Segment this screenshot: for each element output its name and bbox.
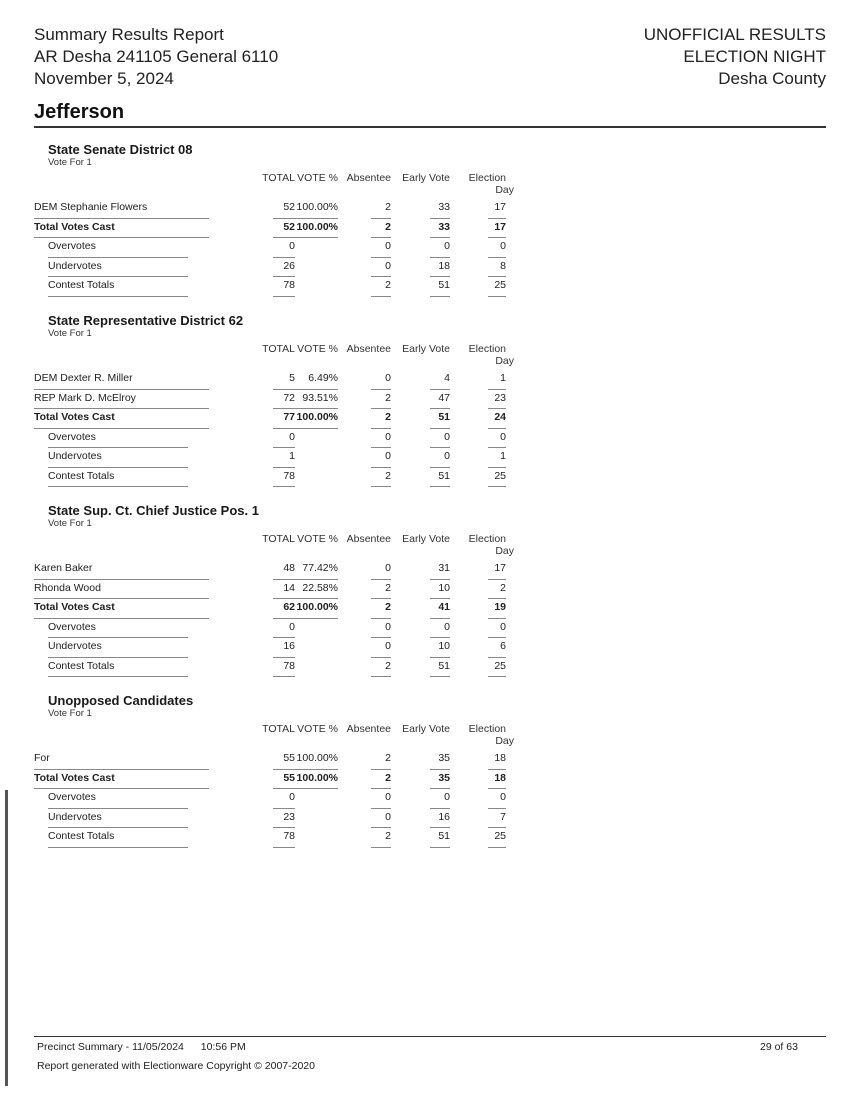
- cell-underline: [371, 486, 391, 487]
- cell-early: 0: [444, 620, 450, 633]
- cell-early: 10: [438, 581, 450, 594]
- candidate-row: [34, 560, 508, 580]
- report-header-right: [644, 24, 826, 90]
- cell-eday: 24: [494, 411, 506, 423]
- cell-early: 18: [438, 259, 450, 272]
- cell-absentee: 0: [385, 259, 391, 272]
- total-votes-row: [34, 219, 508, 239]
- summary-row: [34, 238, 508, 258]
- contest-section: [34, 313, 524, 490]
- cell-early: 41: [438, 601, 450, 613]
- page-number: 29 of 63: [760, 1041, 798, 1053]
- cell-absentee: 2: [385, 469, 391, 482]
- cell-total: 78: [283, 469, 295, 482]
- row-label: Contest Totals: [48, 830, 115, 842]
- col-header-total: TOTAL: [262, 172, 295, 184]
- col-header-pct: VOTE %: [297, 343, 338, 355]
- row-label: Total Votes Cast: [34, 771, 115, 784]
- cell-absentee: 0: [385, 240, 391, 252]
- cell-total: 0: [289, 430, 295, 443]
- total-votes-row: [34, 409, 508, 429]
- row-label-underline: [48, 296, 188, 297]
- row-label: DEM Dexter R. Miller: [34, 372, 133, 384]
- cell-early: 16: [438, 810, 450, 823]
- cell-underline: [488, 486, 506, 487]
- cell-total: 16: [283, 640, 295, 652]
- col-header-total: TOTAL: [262, 723, 295, 735]
- cell-pct: 93.51%: [302, 391, 338, 404]
- col-header-election-day-line1: Election: [468, 343, 506, 355]
- row-label: Overvotes: [48, 791, 96, 803]
- col-header-election-day-line1: Election: [468, 723, 506, 735]
- cell-early: 33: [438, 201, 450, 213]
- cell-absentee: 2: [385, 771, 391, 784]
- cell-pct: 100.00%: [296, 411, 338, 423]
- cell-early: 51: [438, 830, 450, 842]
- cell-total: 5: [289, 372, 295, 384]
- election-name: AR Desha 241105 General 6110: [34, 47, 279, 66]
- col-header-election-day: [454, 723, 514, 747]
- contest-vote-for: Vote For 1: [48, 518, 92, 529]
- cell-total: 52: [283, 201, 295, 213]
- cell-eday: 7: [500, 810, 506, 823]
- cell-eday: 17: [494, 562, 506, 574]
- row-label-underline: [48, 486, 188, 487]
- cell-early: 4: [444, 372, 450, 384]
- col-header-early: Early Vote: [402, 343, 450, 355]
- report-header-left: [34, 24, 278, 90]
- candidate-row: [34, 580, 508, 600]
- cell-pct: 100.00%: [296, 601, 338, 613]
- row-label: Undervotes: [48, 640, 102, 652]
- summary-row: [34, 448, 508, 468]
- cell-eday: 25: [494, 469, 506, 482]
- contest-vote-for: Vote For 1: [48, 328, 92, 339]
- cell-early: 35: [438, 771, 450, 784]
- col-header-early: Early Vote: [402, 172, 450, 184]
- cell-absentee: 2: [385, 201, 391, 213]
- cell-total: 26: [283, 259, 295, 272]
- cell-eday: 25: [494, 659, 506, 672]
- row-label: Contest Totals: [48, 659, 115, 672]
- contest-section: [34, 142, 524, 300]
- col-header-total: TOTAL: [262, 343, 295, 355]
- contest-section: [34, 503, 524, 680]
- results-status: UNOFFICIAL RESULTS: [643, 25, 826, 44]
- cell-absentee: 0: [385, 791, 391, 803]
- col-header-election-day-line2: Day: [495, 355, 514, 367]
- cell-total: 55: [283, 771, 295, 784]
- cell-absentee: 2: [385, 830, 391, 842]
- col-header-pct: VOTE %: [297, 723, 338, 735]
- summary-row: [34, 828, 508, 848]
- summary-row: [34, 658, 508, 678]
- cell-early: 51: [438, 469, 450, 482]
- cell-absentee: 0: [385, 640, 391, 652]
- cell-underline: [273, 486, 295, 487]
- contest-title: State Senate District 08: [48, 142, 193, 157]
- candidate-row: [34, 750, 508, 770]
- cell-underline: [430, 296, 450, 297]
- col-header-election-day-line2: Day: [495, 735, 514, 747]
- cell-underline: [273, 296, 295, 297]
- cell-underline: [371, 847, 391, 848]
- cell-pct: 6.49%: [308, 372, 338, 384]
- cell-early: 33: [438, 220, 450, 233]
- cell-total: 23: [283, 810, 295, 823]
- summary-row: [34, 789, 508, 809]
- cell-pct: 22.58%: [302, 581, 338, 594]
- cell-underline: [430, 486, 450, 487]
- candidate-row: [34, 199, 508, 219]
- row-label: Undervotes: [48, 259, 102, 272]
- cell-eday: 18: [494, 752, 506, 764]
- summary-row: [34, 619, 508, 639]
- row-label: Rhonda Wood: [34, 581, 101, 594]
- footer-summary-date: Precinct Summary - 11/05/2024: [37, 1041, 184, 1053]
- row-label: Overvotes: [48, 240, 96, 252]
- row-label: Contest Totals: [48, 469, 115, 482]
- cell-underline: [273, 847, 295, 848]
- cell-eday: 1: [500, 450, 506, 462]
- row-label-underline: [48, 847, 188, 848]
- cell-eday: 0: [500, 620, 506, 633]
- summary-row: [34, 429, 508, 449]
- row-label: Karen Baker: [34, 562, 93, 574]
- county-name: Desha County: [718, 69, 826, 88]
- contest-vote-for: Vote For 1: [48, 157, 92, 168]
- cell-absentee: 2: [385, 279, 391, 291]
- footer-divider: [34, 1036, 826, 1037]
- candidate-row: [34, 370, 508, 390]
- cell-absentee: 0: [385, 810, 391, 823]
- cell-underline: [430, 676, 450, 677]
- cell-total: 52: [283, 220, 295, 233]
- cell-early: 0: [444, 430, 450, 443]
- col-header-early: Early Vote: [402, 723, 450, 735]
- cell-total: 77: [283, 411, 295, 423]
- cell-total: 0: [289, 620, 295, 633]
- summary-row: [34, 638, 508, 658]
- cell-total: 72: [283, 391, 295, 404]
- col-header-absentee: Absentee: [346, 172, 391, 184]
- row-label-underline: [48, 676, 188, 677]
- contest-title: Unopposed Candidates: [48, 693, 194, 708]
- cell-eday: 19: [494, 601, 506, 613]
- cell-total: 78: [283, 830, 295, 842]
- cell-eday: 6: [500, 640, 506, 652]
- footer-line-1: [37, 1041, 260, 1053]
- row-label: Undervotes: [48, 810, 102, 823]
- cell-eday: 17: [494, 220, 506, 233]
- cell-absentee: 0: [385, 450, 391, 462]
- total-votes-row: [34, 599, 508, 619]
- col-header-pct: VOTE %: [297, 172, 338, 184]
- footer-copyright: Report generated with Electionware Copyright © 2007-2020: [37, 1060, 315, 1072]
- cell-absentee: 0: [385, 562, 391, 574]
- cell-total: 48: [283, 562, 295, 574]
- col-header-election-day-line2: Day: [495, 184, 514, 196]
- col-header-election-day-line1: Election: [468, 533, 506, 545]
- cell-early: 10: [438, 640, 450, 652]
- row-label: Overvotes: [48, 430, 96, 443]
- cell-absentee: 2: [385, 601, 391, 613]
- cell-absentee: 2: [385, 391, 391, 404]
- cell-total: 62: [283, 601, 295, 613]
- results-phase: ELECTION NIGHT: [683, 47, 826, 66]
- cell-underline: [430, 847, 450, 848]
- cell-pct: 100.00%: [296, 771, 338, 784]
- summary-row: [34, 809, 508, 829]
- cell-pct: 100.00%: [296, 220, 338, 233]
- cell-total: 1: [289, 450, 295, 462]
- cell-early: 47: [438, 391, 450, 404]
- col-header-total: TOTAL: [262, 533, 295, 545]
- cell-eday: 0: [500, 430, 506, 443]
- footer-time: 10:56 PM: [200, 1041, 246, 1053]
- cell-underline: [273, 676, 295, 677]
- cell-absentee: 2: [385, 581, 391, 594]
- cell-total: 14: [283, 581, 295, 594]
- cell-pct: 100.00%: [296, 201, 338, 213]
- cell-pct: 100.00%: [296, 752, 338, 764]
- cell-eday: 1: [500, 372, 506, 384]
- cell-early: 51: [438, 279, 450, 291]
- cell-underline: [488, 847, 506, 848]
- cell-absentee: 2: [385, 411, 391, 423]
- cell-eday: 25: [494, 830, 506, 842]
- contest-title: State Sup. Ct. Chief Justice Pos. 1: [48, 503, 259, 518]
- cell-eday: 0: [500, 791, 506, 803]
- col-header-election-day: [454, 172, 514, 196]
- cell-early: 0: [444, 450, 450, 462]
- col-header-election-day-line1: Election: [468, 172, 506, 184]
- cell-early: 51: [438, 411, 450, 423]
- contest-title: State Representative District 62: [48, 313, 244, 328]
- contest-vote-for: Vote For 1: [48, 708, 92, 719]
- cell-absentee: 2: [385, 220, 391, 233]
- cell-early: 0: [444, 791, 450, 803]
- cell-early: 35: [438, 752, 450, 764]
- col-header-pct: VOTE %: [297, 533, 338, 545]
- cell-total: 78: [283, 659, 295, 672]
- candidate-row: [34, 390, 508, 410]
- cell-eday: 8: [500, 259, 506, 272]
- cell-absentee: 0: [385, 620, 391, 633]
- col-header-election-day: [454, 533, 514, 557]
- cell-eday: 0: [500, 240, 506, 252]
- cell-early: 0: [444, 240, 450, 252]
- precinct-title: Jefferson: [34, 101, 125, 123]
- precinct-divider: [34, 126, 826, 128]
- cell-eday: 2: [500, 581, 506, 594]
- cell-total: 78: [283, 279, 295, 291]
- cell-underline: [488, 676, 506, 677]
- col-header-election-day-line2: Day: [495, 545, 514, 557]
- col-header-absentee: Absentee: [346, 343, 391, 355]
- cell-absentee: 0: [385, 430, 391, 443]
- summary-row: [34, 277, 508, 297]
- col-header-absentee: Absentee: [346, 533, 391, 545]
- cell-total: 0: [289, 240, 295, 252]
- contest-section: [34, 693, 524, 851]
- row-label: DEM Stephanie Flowers: [34, 201, 148, 213]
- cell-eday: 25: [494, 279, 506, 291]
- row-label: For: [34, 752, 50, 764]
- report-title: Summary Results Report: [34, 25, 224, 44]
- row-label: Contest Totals: [48, 279, 115, 291]
- cell-total: 55: [283, 752, 295, 764]
- cell-underline: [371, 296, 391, 297]
- election-date: November 5, 2024: [34, 69, 174, 88]
- cell-underline: [488, 296, 506, 297]
- col-header-election-day: [454, 343, 514, 367]
- scan-edge-mark: [5, 790, 8, 1086]
- cell-absentee: 2: [385, 659, 391, 672]
- cell-eday: 18: [494, 771, 506, 784]
- cell-underline: [371, 676, 391, 677]
- cell-absentee: 0: [385, 372, 391, 384]
- row-label: Total Votes Cast: [34, 601, 115, 613]
- col-header-early: Early Vote: [402, 533, 450, 545]
- summary-row: [34, 468, 508, 488]
- cell-early: 31: [438, 562, 450, 574]
- col-header-absentee: Absentee: [346, 723, 391, 735]
- summary-row: [34, 258, 508, 278]
- row-label: Overvotes: [48, 620, 96, 633]
- row-label: Total Votes Cast: [34, 220, 115, 233]
- cell-early: 51: [438, 659, 450, 672]
- total-votes-row: [34, 770, 508, 790]
- cell-eday: 23: [494, 391, 506, 404]
- row-label: Total Votes Cast: [34, 411, 115, 423]
- row-label: REP Mark D. McElroy: [34, 391, 136, 404]
- cell-pct: 77.42%: [302, 562, 338, 574]
- cell-total: 0: [289, 791, 295, 803]
- cell-eday: 17: [494, 201, 506, 213]
- cell-absentee: 2: [385, 752, 391, 764]
- row-label: Undervotes: [48, 450, 102, 462]
